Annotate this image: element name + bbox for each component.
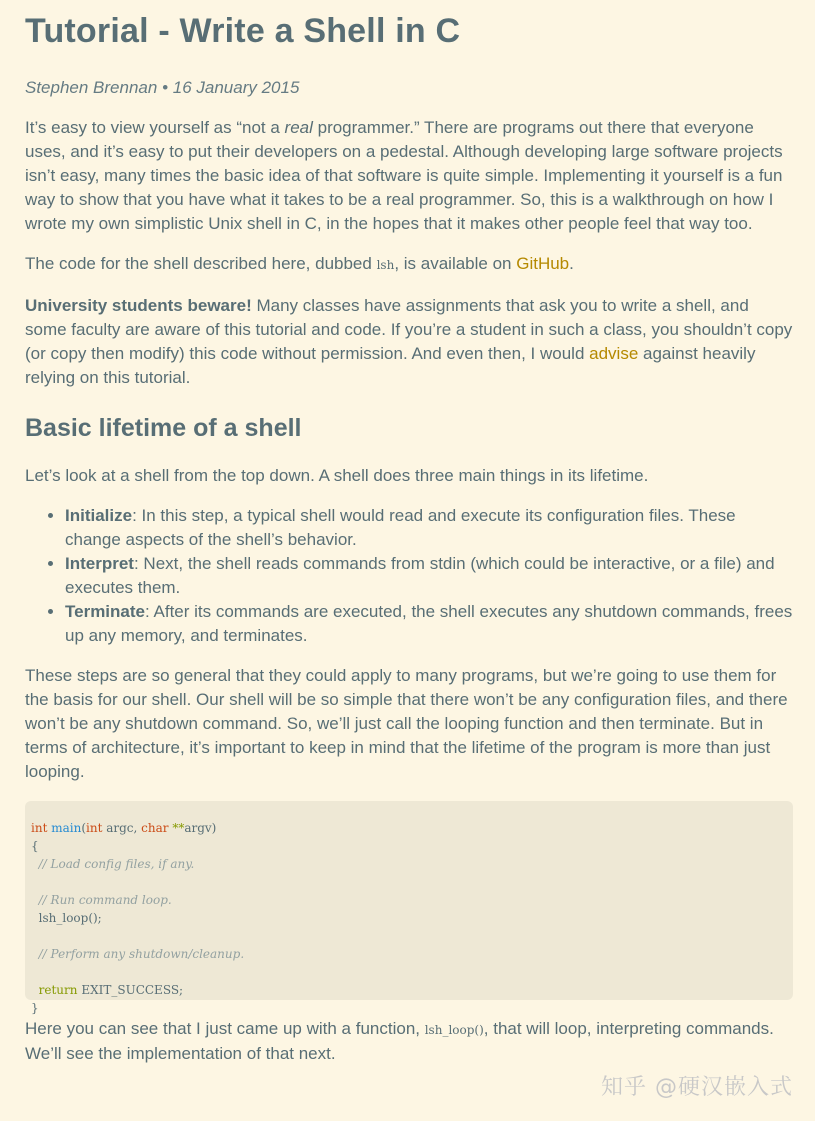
code-location-paragraph — [25, 252, 795, 277]
code-token: ( — [81, 821, 87, 835]
step-term: Interpret — [65, 554, 134, 573]
intro-text-2: programmer.” There are programs out there that everyone uses, and it’s easy to put their developers on a pedestal. Although developing large software projects isn’t easy, many times the basic idea of that software is quite simple. Implementing it yourself is a fun way to show that you have what it takes to be a real programmer. So, this is a walkthrough on how I wrote my own simplistic Unix shell in C, in the hopes that it makes other people feel that way too. — [25, 118, 783, 233]
page-title: Tutorial - Write a Shell in C — [25, 12, 461, 50]
code-comment: // Perform any shutdown/cleanup. — [31, 947, 245, 961]
code-token: argc, — [102, 821, 142, 835]
list-item — [65, 504, 795, 552]
advise-link[interactable]: advise — [589, 344, 639, 363]
code-token: int — [31, 821, 48, 835]
code-location-text-1: The code for the shell described here, dubbed — [25, 254, 377, 273]
code-location-text-3: . — [569, 254, 574, 273]
inline-code-lsh: lsh — [376, 258, 395, 272]
watermark: 知乎 @硬汉嵌入式 — [601, 1075, 793, 1100]
code-token: argv) — [184, 821, 217, 835]
code-token: int — [86, 821, 103, 835]
article — [25, 8, 795, 1066]
step-term: Terminate — [65, 602, 145, 621]
code-token: EXIT_SUCCESS; — [77, 983, 184, 997]
byline: Stephen Brennan • 16 January 2015 — [25, 78, 300, 97]
step-text: : In this step, a typical shell would read and execute its configuration files. These change aspects of the shell’s behavior. — [65, 506, 736, 549]
code-block — [25, 801, 793, 1015]
code-token: ** — [168, 821, 185, 835]
intro-emphasis: real — [284, 118, 313, 137]
general-paragraph: These steps are so general that they could apply to many programs, but we’re going to use them for the basis for our shell. Our shell will be so simple that there won’t be any configuration files, and there won’t be any shutdown command. So, we’ll just call the looping function and then terminate. But in terms of architecture, it’s important to keep in mind that the lifetime of the program is more than just looping. — [25, 666, 788, 781]
section-intro: Let’s look at a shell from the top down. A shell does three main things in its lifetime. — [25, 466, 649, 485]
closing-text-2: , that will loop, interpreting commands. We’ll see the implementation of that next. — [25, 1019, 774, 1063]
lifetime-steps-list — [25, 504, 795, 648]
code-line: { — [31, 839, 39, 853]
students-beware-paragraph — [25, 294, 795, 390]
step-text: : Next, the shell reads commands from stdin (which could be interactive, or a file) and executes them. — [65, 554, 775, 597]
closing-text-1: Here you can see that I just came up with a function, — [25, 1019, 425, 1038]
code-comment: // Load config files, if any. — [31, 857, 195, 871]
list-item — [65, 552, 795, 600]
closing-paragraph — [25, 1017, 795, 1066]
post-date: 16 January 2015 — [172, 78, 300, 97]
code-token: return — [38, 983, 78, 997]
beware-text-1: Many classes have assignments that ask you to write a shell, and some faculty are aware of this tutorial and code. If you’re a student in such a class, you shouldn’t copy (or copy then modify) this code without permission. And even then, I would — [25, 296, 793, 363]
list-item — [65, 600, 795, 648]
step-term: Initialize — [65, 506, 133, 525]
code-token: main — [51, 821, 82, 835]
github-link[interactable]: GitHub — [516, 254, 570, 273]
beware-bold: University students beware! — [25, 296, 252, 315]
code-comment: // Run command loop. — [31, 893, 172, 907]
section-heading: Basic lifetime of a shell — [25, 414, 302, 442]
inline-code-lsh-loop: lsh_loop() — [424, 1023, 484, 1037]
code-line: } — [31, 1001, 39, 1015]
intro-paragraph — [25, 116, 795, 236]
code-location-text-2: , is available on — [394, 254, 517, 273]
code-token: char — [141, 821, 169, 835]
step-text: : After its commands are executed, the shell executes any shutdown commands, frees up any memory, and terminates. — [65, 602, 793, 645]
author: Stephen Brennan — [25, 78, 158, 97]
intro-text-1: It’s easy to view yourself as “not a — [25, 118, 285, 137]
beware-text-2: against heavily relying on this tutorial. — [25, 344, 756, 387]
code-line: lsh_loop(); — [31, 911, 102, 925]
code-listing — [31, 819, 787, 1017]
